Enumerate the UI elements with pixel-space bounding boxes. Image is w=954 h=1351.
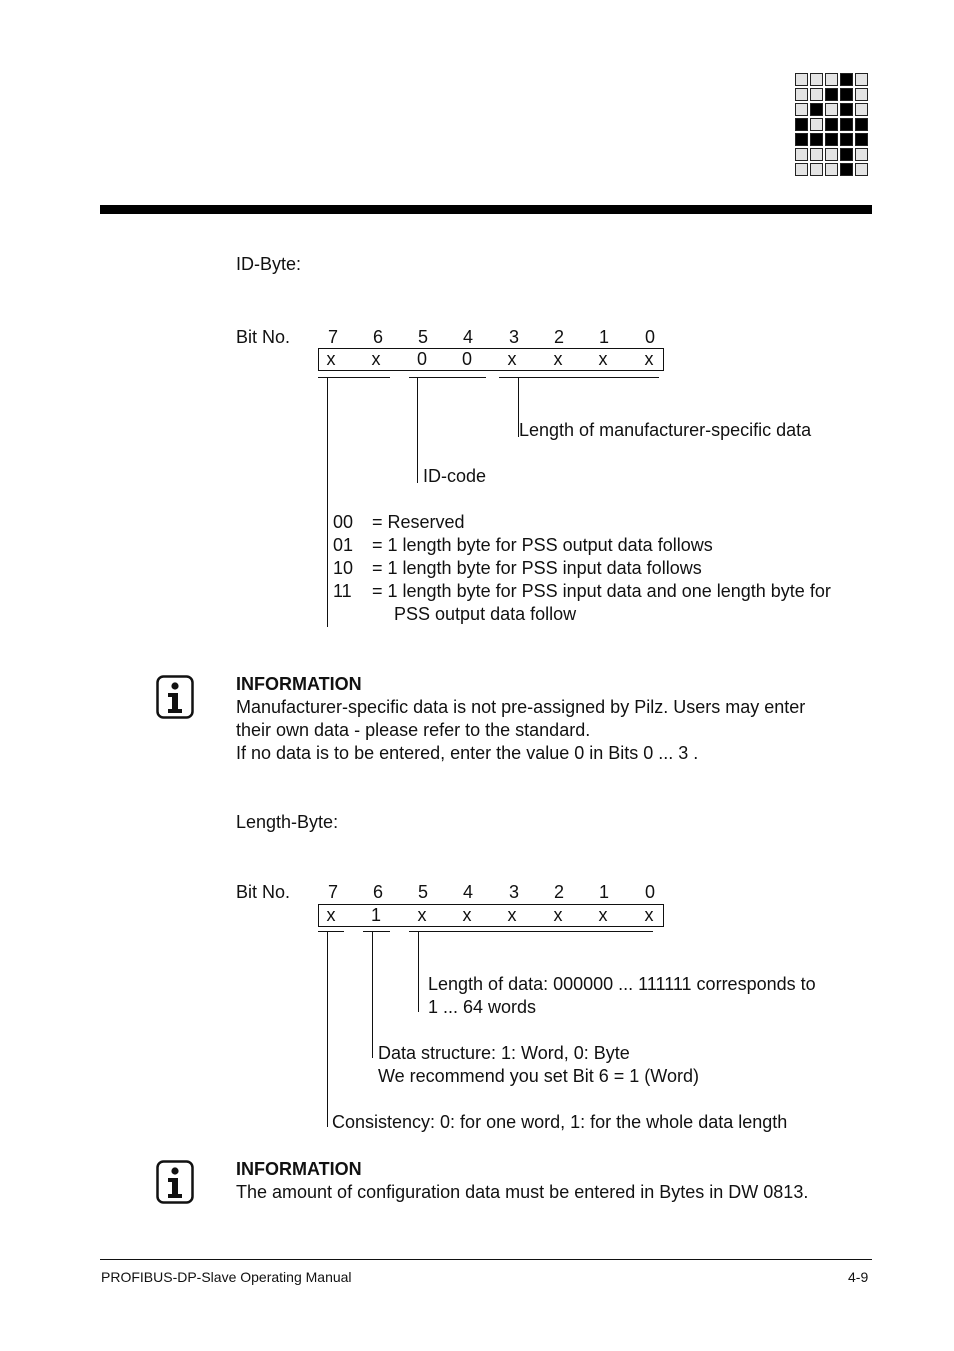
len-bit-value: x xyxy=(598,905,608,925)
info1-line: If no data is to be entered, enter the value 0 in Bits 0 ... 3 . xyxy=(236,743,699,763)
id-bit-value: 0 xyxy=(416,349,427,369)
logo-square xyxy=(795,118,808,131)
id-bit-number: 6 xyxy=(372,327,383,347)
code-description: = 1 length byte for PSS input data follows xyxy=(372,558,702,578)
len-bracket-bit6 xyxy=(363,931,390,932)
len-bit-number: 6 xyxy=(372,882,383,902)
logo-square xyxy=(840,148,853,161)
info2-text: The amount of configuration data must be entered in Bytes in DW 0813. xyxy=(236,1182,809,1202)
id-bit-value: x xyxy=(371,349,381,369)
logo-square xyxy=(855,88,868,101)
logo-square xyxy=(810,163,823,176)
id-bit-value: x xyxy=(553,349,563,369)
logo-square xyxy=(810,133,823,146)
info1-line: Manufacturer-specific data is not pre-assigned by Pilz. Users may enter xyxy=(236,697,806,717)
len-bracket-bits50 xyxy=(409,931,653,932)
footer-rule xyxy=(100,1259,872,1260)
logo-square xyxy=(825,148,838,161)
logo-square xyxy=(855,133,868,146)
info1-line: their own data - please refer to the standard. xyxy=(236,720,591,740)
logo-square xyxy=(840,163,853,176)
logo-square xyxy=(825,103,838,116)
len-bit-number: 0 xyxy=(644,882,655,902)
id-byte-bit-no-label: Bit No. xyxy=(236,327,291,347)
id-bit-number: 2 xyxy=(553,327,564,347)
len-leader-bits50 xyxy=(418,931,419,1012)
id-bit-number: 4 xyxy=(462,327,473,347)
len-bit-value: x xyxy=(326,905,336,925)
info2-heading: INFORMATION xyxy=(236,1159,362,1179)
id-bit-number: 0 xyxy=(644,327,655,347)
len-bit-value: 1 xyxy=(370,905,381,925)
logo-square xyxy=(825,118,838,131)
len-bit-value: x xyxy=(507,905,517,925)
id-bit-number: 1 xyxy=(598,327,609,347)
logo-square xyxy=(795,88,808,101)
len-consistency-line: Consistency: 0: for one word, 1: for the whole data length xyxy=(332,1112,788,1132)
id-bit-value: x xyxy=(507,349,517,369)
code-description: = 1 length byte for PSS input data and one length byte for xyxy=(372,581,831,601)
logo-square xyxy=(810,103,823,116)
id-bit-value: x xyxy=(644,349,654,369)
len-length-line: 1 ... 64 words xyxy=(428,997,537,1017)
len-bit-number: 5 xyxy=(417,882,428,902)
id-bit-number: 3 xyxy=(508,327,519,347)
code-value: 00 xyxy=(333,512,354,532)
header-rule xyxy=(100,205,872,214)
code-description-continuation: PSS output data follow xyxy=(394,604,577,624)
logo-square xyxy=(810,148,823,161)
len-bit-number: 1 xyxy=(598,882,609,902)
len-bit-number: 7 xyxy=(327,882,338,902)
logo-square xyxy=(855,103,868,116)
logo-square xyxy=(825,88,838,101)
logo-square xyxy=(840,133,853,146)
logo-square xyxy=(840,73,853,86)
logo-square xyxy=(810,73,823,86)
length-byte-bit-no-label: Bit No. xyxy=(236,882,291,902)
logo-square xyxy=(855,148,868,161)
info1-heading: INFORMATION xyxy=(236,674,362,694)
id-length-label: Length of manufacturer-specific data xyxy=(519,420,812,440)
logo-square xyxy=(825,73,838,86)
logo-square xyxy=(855,118,868,131)
len-leader-bit6 xyxy=(372,931,373,1058)
len-structure-line: We recommend you set Bit 6 = 1 (Word) xyxy=(378,1066,699,1086)
logo-square xyxy=(840,118,853,131)
id-bracket-bits76 xyxy=(318,377,390,378)
len-bit-value: x xyxy=(644,905,654,925)
logo-square xyxy=(840,88,853,101)
len-bracket-bit7 xyxy=(318,931,344,932)
logo-square xyxy=(810,118,823,131)
len-bit-value: x xyxy=(462,905,472,925)
id-bit-value: 0 xyxy=(461,349,472,369)
logo-square xyxy=(855,163,868,176)
footer-page-number: 4-9 xyxy=(848,1269,869,1285)
len-structure-line: Data structure: 1: Word, 0: Byte xyxy=(378,1043,630,1063)
len-length-line: Length of data: 000000 ... 111111 corresponds to xyxy=(428,974,816,994)
logo-square xyxy=(810,88,823,101)
logo-square xyxy=(795,133,808,146)
id-bit-number: 7 xyxy=(327,327,338,347)
logo-square xyxy=(795,163,808,176)
code-description: = Reserved xyxy=(372,512,465,532)
len-bit-value: x xyxy=(417,905,427,925)
len-bit-number: 2 xyxy=(553,882,564,902)
len-bit-value: x xyxy=(553,905,563,925)
id-byte-title: ID-Byte: xyxy=(236,254,302,274)
info-icon xyxy=(156,1160,194,1204)
logo-square xyxy=(825,163,838,176)
pilz-grid-logo xyxy=(795,73,868,176)
id-bit-number: 5 xyxy=(417,327,428,347)
len-leader-bit7 xyxy=(327,931,328,1127)
id-bit-value: x xyxy=(326,349,336,369)
id-leader-bits76 xyxy=(327,377,328,627)
logo-square xyxy=(840,103,853,116)
code-description: = 1 length byte for PSS output data follows xyxy=(372,535,713,555)
len-bit-number: 4 xyxy=(462,882,473,902)
id-code-label: ID-code xyxy=(423,466,487,486)
length-byte-title: Length-Byte: xyxy=(236,812,339,832)
logo-square xyxy=(795,148,808,161)
code-value: 01 xyxy=(333,535,354,555)
len-bit-number: 3 xyxy=(508,882,519,902)
id-bit-value: x xyxy=(598,349,608,369)
id-leader-bits54 xyxy=(417,377,418,483)
info-icon xyxy=(156,675,194,719)
code-value: 11 xyxy=(333,581,352,601)
id-bracket-bits54 xyxy=(409,377,486,378)
logo-square xyxy=(795,73,808,86)
logo-square xyxy=(855,73,868,86)
code-value: 10 xyxy=(333,558,354,578)
id-bracket-bits30 xyxy=(499,377,659,378)
logo-square xyxy=(825,133,838,146)
logo-square xyxy=(795,103,808,116)
footer-title: PROFIBUS-DP-Slave Operating Manual xyxy=(101,1269,352,1285)
